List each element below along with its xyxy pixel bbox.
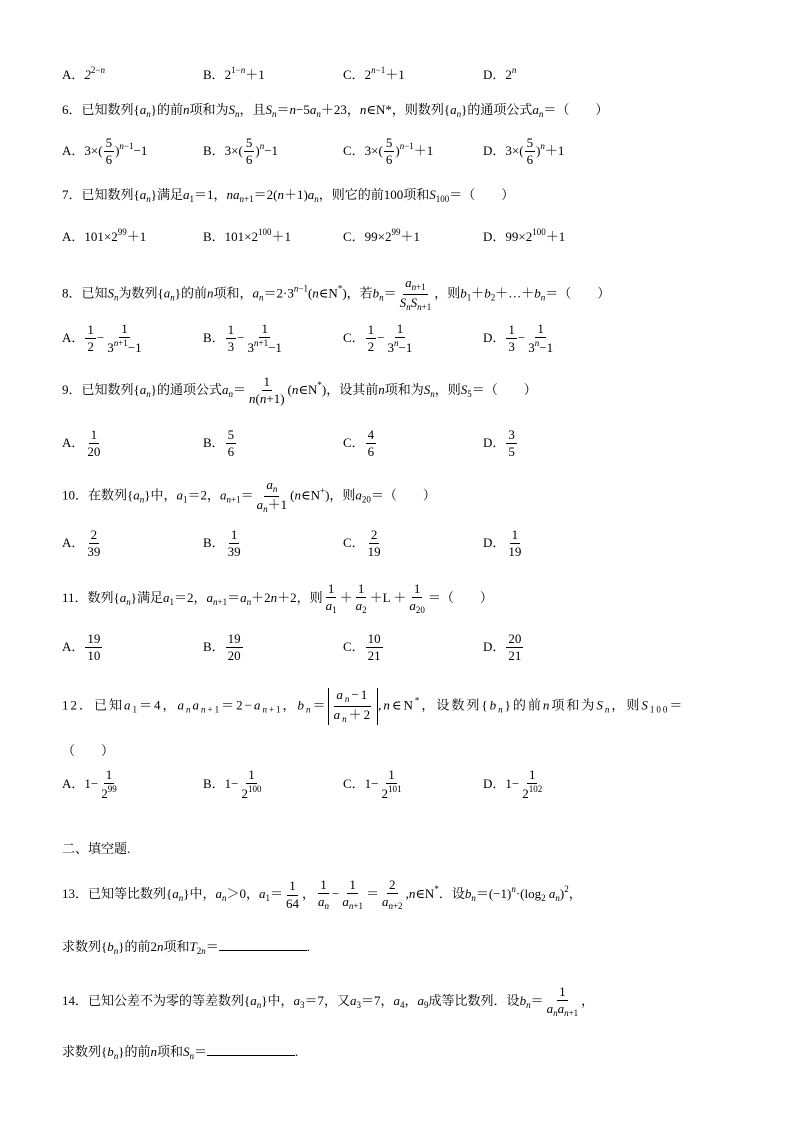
q5-option-b: B．$2^{1-n}+1$: [203, 65, 265, 82]
q7-option-d: D．$99\times 2^{100}+1$: [483, 227, 566, 244]
q6-option-a: A．3×( $\frac{5}{6}$ )$^{n-1}$−1: [62, 135, 148, 168]
section-title: 二、填空题.: [62, 841, 131, 856]
q11-option-c: C． $\frac{10}{21}$: [343, 631, 381, 664]
q7-option-a: A．$101\times 2^{99}+1$: [62, 227, 147, 244]
q8-option-a: A． $\frac{1}{2}$ − $\frac{1}{3^{n+1}-1}$: [62, 321, 142, 356]
question-10: 10．在数列$\{a_n\}$中，$a_1=2$，$a_{n+1}=$ $\frac{a_n}{a_n+1}$ (n∈N+)，则$a_{20}=$（ ）: [62, 477, 436, 514]
q9-option-c: C． $\frac{4}{6}$: [343, 427, 375, 460]
q12-option-d: D．1− $\frac{1}{2^{102}}$: [483, 767, 543, 802]
q5-option-a: A．$2^{2-n}$: [62, 65, 105, 82]
question-8: 8．已知$S_n$为数列$\{a_n\}$的前n项和，$a_n=2\cdot 3^{n-1}(n\in N^*)$，若$b_n=$ $\frac{a_{n+1}}{S_nS_{n+1}}$ ，则$b_1+b_2+\dots+b_n=$（ ）: [62, 275, 611, 312]
answer-blank-14[interactable]: [207, 1043, 295, 1056]
q8-option-c: C． $\frac{1}{2}$ − $\frac{1}{3^n-1}$: [343, 321, 413, 356]
q11-option-a: A． $\frac{19}{10}$: [62, 631, 101, 664]
question-11: 11．数列$\{a_n\}$满足$a_1=2$，$a_{n+1}=a_n+2n+2$，则 $\frac{1}{a_1}$ ＋ $\frac{1}{a_2}$ ＋L ＋ $\frac{1}{a_{20}}$ ＝（ ）: [62, 581, 493, 616]
q9-option-d: D． $\frac{3}{5}$: [483, 427, 515, 460]
q10-option-d: D． $\frac{1}{19}$: [483, 527, 522, 560]
question-13: 13．已知等比数列$\{a_n\}$中，$a_n>0$，$a_1=$ $\frac{1}{64}$ ， $\frac{1}{a_n}$ − $\frac{1}{a_{n+1}}$ ＝ $\frac{2}{a_{n+2}}$ ,n∈N*．设$b_n=(-1)^n\cdot(\log_2$ $a_n)^2$，: [62, 877, 582, 912]
q5-option-c: C．$2^{n-1}+1$: [343, 65, 405, 82]
q10-option-a: A． $\frac{2}{39}$: [62, 527, 101, 560]
q6-option-c: C．3×( $\frac{5}{6}$ )$^{n-1}$＋1: [343, 135, 434, 168]
q11-option-d: D． $\frac{20}{21}$: [483, 631, 522, 664]
q12-option-c: C．1− $\frac{1}{2^{101}}$: [343, 767, 402, 802]
question-13-cont: 求数列$\{b_n\}$的前2n项和$T_{2n}=$ .: [62, 939, 311, 956]
q5-option-d: D．2$^n$: [483, 65, 517, 82]
question-12: 12．已知$a_1=4$，$a_na_{n+1}=2-a_{n+1}$，$b_n=$ $\frac{a_n-1}{a_n+2}$ ,n∈N*，设数列$\{b_n\}$的前n项和为$S_n$，则$S_{100}=$: [62, 687, 685, 724]
q9-option-b: B． $\frac{5}{6}$: [203, 427, 235, 460]
q7-option-b: B．$101\times 2^{100}+1$: [203, 227, 292, 244]
q12-option-a: A．1− $\frac{1}{2^{99}}$: [62, 767, 117, 802]
question-9: 9．已知数列$\{a_n\}$的通项公式$a_n=$ $\frac{1}{n(n+1)}$ (n∈N*)，设其前n项和为$S_n$，则$S_5=$（ ）: [62, 374, 537, 407]
q8-option-d: D． $\frac{1}{3}$ − $\frac{1}{3^n-1}$: [483, 321, 554, 356]
question-14-cont: 求数列$\{b_n\}$的前n项和$S_n=$ .: [62, 1044, 299, 1061]
q8-option-b: B． $\frac{1}{3}$ − $\frac{1}{3^{n+1}-1}$: [203, 321, 282, 356]
question-6: 6．已知数列$\{a_n\}$的前n项和为$S_n$，且$S_n=n-5a_n+23$，n∈N*，则数列$\{a_n\}$的通项公式$a_n=$（ ）: [62, 102, 609, 119]
q7-option-c: C．$99\times 2^{99}+1$: [343, 227, 421, 244]
q10-option-c: C． $\frac{2}{19}$: [343, 527, 381, 560]
answer-blank-13[interactable]: [219, 938, 307, 951]
q6-option-b: B．3×( $\frac{5}{6}$ )$^n$−1: [203, 135, 279, 168]
q6-option-d: D．3×( $\frac{5}{6}$ )$^n$＋1: [483, 135, 565, 168]
question-14: 14．已知公差不为零的等差数列$\{a_n\}$中，$a_3=7$，又$a_3=7$，$a_4$，$a_9$成等比数列．设$b_n=$ $\frac{1}{a_na_{n+1}}$ ，: [62, 984, 595, 1019]
q9-option-a: A． $\frac{1}{20}$: [62, 427, 101, 460]
question-12-paren: （ ）: [62, 743, 115, 758]
q12-option-b: B．1− $\frac{1}{2^{100}}$: [203, 767, 262, 802]
question-7: 7．已知数列$\{a_n\}$满足$a_1=1$，$na_{n+1}=2(n+1)a_n$，则它的前100项和$S_{100}=$（ ）: [62, 187, 515, 204]
q11-option-b: B． $\frac{19}{20}$: [203, 631, 241, 664]
q10-option-b: B． $\frac{1}{39}$: [203, 527, 241, 560]
